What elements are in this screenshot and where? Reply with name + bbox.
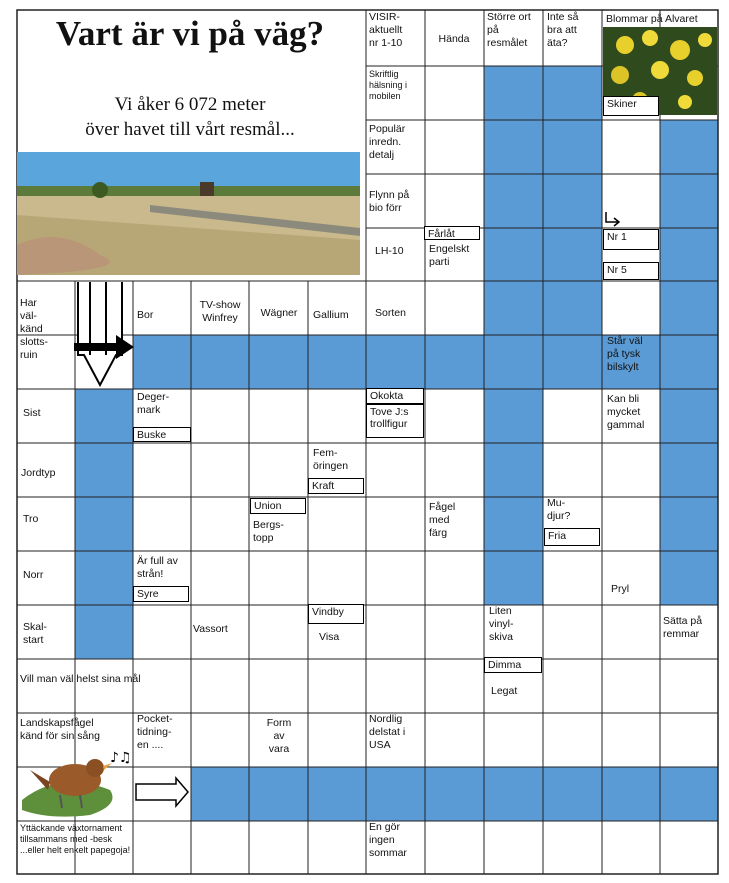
clue-wagner: Wägner (260, 307, 298, 319)
answer-cell[interactable] (425, 821, 484, 874)
answer-cell[interactable] (602, 659, 660, 713)
clue-handa: Hända (438, 33, 470, 45)
answer-cell-highlighted[interactable] (602, 767, 660, 821)
puzzle-subtitle: Vi åker 6 072 meter över havet till vårt resmål... (85, 94, 295, 140)
clue-jordtyp: Jordtyp (21, 467, 56, 479)
answer-cell[interactable] (308, 821, 366, 874)
subclue-buske: Buske (133, 427, 191, 442)
answer-cell-highlighted[interactable] (308, 767, 366, 821)
answer-cell[interactable] (425, 66, 484, 120)
subclue-nr-1: Nr 1 (603, 229, 659, 250)
answer-cell-highlighted[interactable] (249, 767, 308, 821)
clue-sorten: Sorten (375, 307, 406, 319)
subclue-okokta: Okokta (366, 388, 424, 404)
answer-cell-highlighted[interactable] (543, 281, 602, 335)
clue-gallium: Gallium (313, 309, 349, 321)
clue-vassort: Vassort (193, 623, 228, 635)
answer-cell[interactable] (484, 821, 543, 874)
answer-cell-highlighted[interactable] (660, 174, 718, 228)
svg-text:♪♫: ♪♫ (110, 750, 132, 766)
answer-cell-highlighted[interactable] (484, 228, 543, 281)
answer-cell[interactable] (602, 497, 660, 551)
answer-cell-highlighted[interactable] (660, 551, 718, 605)
answer-cell[interactable] (660, 713, 718, 767)
clue-lh-10: LH-10 (375, 245, 404, 257)
answer-cell-highlighted[interactable] (543, 120, 602, 174)
answer-cell[interactable] (425, 281, 484, 335)
answer-cell-highlighted[interactable] (133, 335, 191, 389)
clue-skriftlig-halsning: Skriftlig hälsning i mobilen (369, 69, 408, 101)
answer-cell-highlighted[interactable] (75, 443, 133, 497)
clue-mu-djur: Mu- djur? (547, 497, 571, 522)
answer-cell[interactable] (308, 551, 366, 605)
answer-cell-highlighted[interactable] (75, 497, 133, 551)
answer-cell[interactable] (366, 605, 425, 659)
answer-cell-highlighted[interactable] (249, 335, 308, 389)
answer-cell[interactable] (425, 443, 484, 497)
answer-cell[interactable] (543, 551, 602, 605)
answer-cell[interactable] (366, 443, 425, 497)
answer-cell-highlighted[interactable] (484, 389, 543, 443)
answer-cell[interactable] (425, 174, 484, 228)
subclue-kraft: Kraft (308, 478, 364, 494)
answer-cell-highlighted[interactable] (484, 497, 543, 551)
answer-cell[interactable] (602, 443, 660, 497)
clue-star-val: Står väl på tysk bilskylt (607, 335, 643, 373)
answer-cell[interactable] (543, 443, 602, 497)
clue-engelskt-parti: Engelskt parti (429, 243, 470, 268)
answer-cell-highlighted[interactable] (308, 335, 366, 389)
answer-cell[interactable] (543, 713, 602, 767)
answer-cell-highlighted[interactable] (484, 281, 543, 335)
clue-fagel-med-farg: Fågel med färg (429, 501, 456, 539)
clue-vill-man-val: Vill man väl helst sina mål (20, 673, 141, 685)
answer-cell-highlighted[interactable] (75, 605, 133, 659)
answer-cell-highlighted[interactable] (543, 174, 602, 228)
answer-cell-highlighted[interactable] (484, 767, 543, 821)
answer-cell[interactable] (366, 551, 425, 605)
answer-cell-highlighted[interactable] (543, 228, 602, 281)
subclue-tove-j-trollfigur: Tove J:s trollfigur (366, 404, 424, 438)
answer-cell[interactable] (543, 605, 602, 659)
answer-cell[interactable] (249, 443, 308, 497)
subclue-skiner: Skiner (603, 96, 659, 116)
clue-har-valkand-slottsruin: Har väl- känd slotts- ruin (20, 297, 49, 361)
answer-cell[interactable] (602, 120, 660, 174)
answer-cell-highlighted[interactable] (75, 389, 133, 443)
answer-cell-highlighted[interactable] (484, 551, 543, 605)
clue-yttackande-vaxtornament: Yttäckande växtornament tillsammans med -besk ...eller helt enkelt papegoja! (20, 823, 131, 855)
answer-cell-highlighted[interactable] (543, 767, 602, 821)
clue-ar-full-av-stran: Är full av strån! (137, 555, 178, 580)
answer-cell[interactable] (191, 443, 249, 497)
answer-cell-highlighted[interactable] (660, 335, 718, 389)
answer-cell[interactable] (602, 713, 660, 767)
clue-en-gor-ingen-sommar: En gör ingen sommar (369, 821, 407, 859)
answer-cell-highlighted[interactable] (543, 335, 602, 389)
clue-tv-show: TV-show Winfrey (199, 299, 241, 324)
answer-cell[interactable] (133, 497, 191, 551)
clue-norr: Norr (23, 569, 44, 581)
answer-cell[interactable] (543, 659, 602, 713)
clue-satta-pa-remmar: Sätta på remmar (663, 615, 703, 640)
clue-inte-sa-bra: Inte så bra att äta? (547, 11, 579, 49)
answer-cell[interactable] (191, 551, 249, 605)
answer-cell[interactable] (191, 713, 249, 767)
answer-cell-highlighted[interactable] (484, 335, 543, 389)
answer-cell[interactable] (249, 821, 308, 874)
answer-cell-highlighted[interactable] (660, 389, 718, 443)
clue-popular-inredn: Populär inredn. detalj (369, 123, 406, 161)
clue-bergstopp: Bergs- topp (253, 519, 284, 544)
answer-cell-highlighted[interactable] (191, 335, 249, 389)
subclue-farlat: Fårlåt (424, 226, 480, 240)
answer-cell-highlighted[interactable] (484, 120, 543, 174)
clue-liten-vinylskiva: Liten vinyl- skiva (489, 605, 514, 643)
puzzle-title: Vart är vi på väg? (55, 14, 325, 53)
clue-pockettidningen: Pocket- tidning- en .... (137, 713, 173, 751)
answer-cell[interactable] (308, 497, 366, 551)
answer-cell-highlighted[interactable] (484, 66, 543, 120)
answer-cell[interactable] (191, 389, 249, 443)
subclue-syre: Syre (133, 586, 189, 602)
subclue-vindby: Vindby (308, 604, 364, 624)
answer-cell[interactable] (425, 713, 484, 767)
clue-sist: Sist (23, 407, 41, 419)
answer-cell[interactable] (249, 659, 308, 713)
clue-form-av-vara: Form av vara (266, 717, 292, 755)
answer-cell[interactable] (133, 605, 191, 659)
answer-cell[interactable] (191, 497, 249, 551)
answer-cell[interactable] (484, 713, 543, 767)
answer-cell[interactable] (543, 821, 602, 874)
subclue-nr-5: Nr 5 (603, 262, 659, 280)
answer-cell-highlighted[interactable] (660, 228, 718, 281)
answer-cell[interactable] (191, 659, 249, 713)
header-landscape-photo (17, 152, 360, 275)
answer-cell[interactable] (366, 659, 425, 713)
answer-cell[interactable] (602, 821, 660, 874)
answer-cell[interactable] (308, 389, 366, 443)
answer-cell-highlighted[interactable] (543, 66, 602, 120)
answer-cell-highlighted[interactable] (366, 335, 425, 389)
answer-cell-highlighted[interactable] (425, 767, 484, 821)
answer-cell[interactable] (249, 551, 308, 605)
answer-cell[interactable] (249, 605, 308, 659)
answer-cell-highlighted[interactable] (484, 443, 543, 497)
answer-cell-highlighted[interactable] (366, 767, 425, 821)
answer-cell-highlighted[interactable] (660, 497, 718, 551)
answer-cell[interactable] (425, 120, 484, 174)
subclue-fria: Fria (544, 528, 600, 546)
clue-visa: Visa (319, 631, 340, 643)
answer-cell[interactable] (660, 659, 718, 713)
clue-femoringen: Fem- öringen (313, 447, 349, 472)
answer-cell[interactable] (249, 389, 308, 443)
clue-kan-bli-gammal: Kan bli mycket gammal (607, 393, 645, 431)
clue-legat: Legat (491, 685, 518, 697)
answer-cell[interactable] (308, 713, 366, 767)
answer-cell[interactable] (543, 389, 602, 443)
answer-cell-highlighted[interactable] (484, 174, 543, 228)
clue-degermark: Deger- mark (137, 391, 170, 416)
answer-cell[interactable] (425, 659, 484, 713)
clue-flynn: Flynn på bio förr (369, 189, 410, 214)
subclue-union: Union (250, 498, 306, 514)
answer-cell[interactable] (308, 659, 366, 713)
answer-cell[interactable] (133, 443, 191, 497)
clue-tro: Tro (23, 513, 39, 525)
clue-visir-aktuellt: VISIR- aktuellt nr 1-10 (369, 11, 403, 49)
answer-cell[interactable] (602, 174, 660, 228)
answer-cell[interactable] (191, 821, 249, 874)
answer-cell[interactable] (425, 605, 484, 659)
answer-cell[interactable] (425, 551, 484, 605)
answer-cell-highlighted[interactable] (191, 767, 249, 821)
answer-cell-highlighted[interactable] (660, 443, 718, 497)
clue-nordlig-delstat: Nordlig delstat i USA (369, 713, 406, 751)
answer-cell[interactable] (425, 389, 484, 443)
answer-cell-highlighted[interactable] (660, 120, 718, 174)
clue-blommar-pa-alvaret: Blommar på Alvaret (606, 13, 698, 25)
clue-landskapsfagel: Landskapsfågel känd för sin sång (20, 717, 100, 742)
answer-cell-highlighted[interactable] (660, 767, 718, 821)
answer-cell[interactable] (660, 821, 718, 874)
answer-cell[interactable] (366, 497, 425, 551)
clue-bor: Bor (137, 309, 154, 321)
clue-pryl: Pryl (611, 583, 630, 595)
answer-cell[interactable] (602, 281, 660, 335)
answer-cell-highlighted[interactable] (660, 281, 718, 335)
clue-storre-ort: Större ort på resmålet (487, 11, 531, 49)
subclue-dimma: Dimma (484, 657, 542, 673)
answer-cell-highlighted[interactable] (425, 335, 484, 389)
answer-cell[interactable] (602, 605, 660, 659)
answer-cell-highlighted[interactable] (75, 551, 133, 605)
clue-skalstart: Skal- start (23, 621, 47, 646)
